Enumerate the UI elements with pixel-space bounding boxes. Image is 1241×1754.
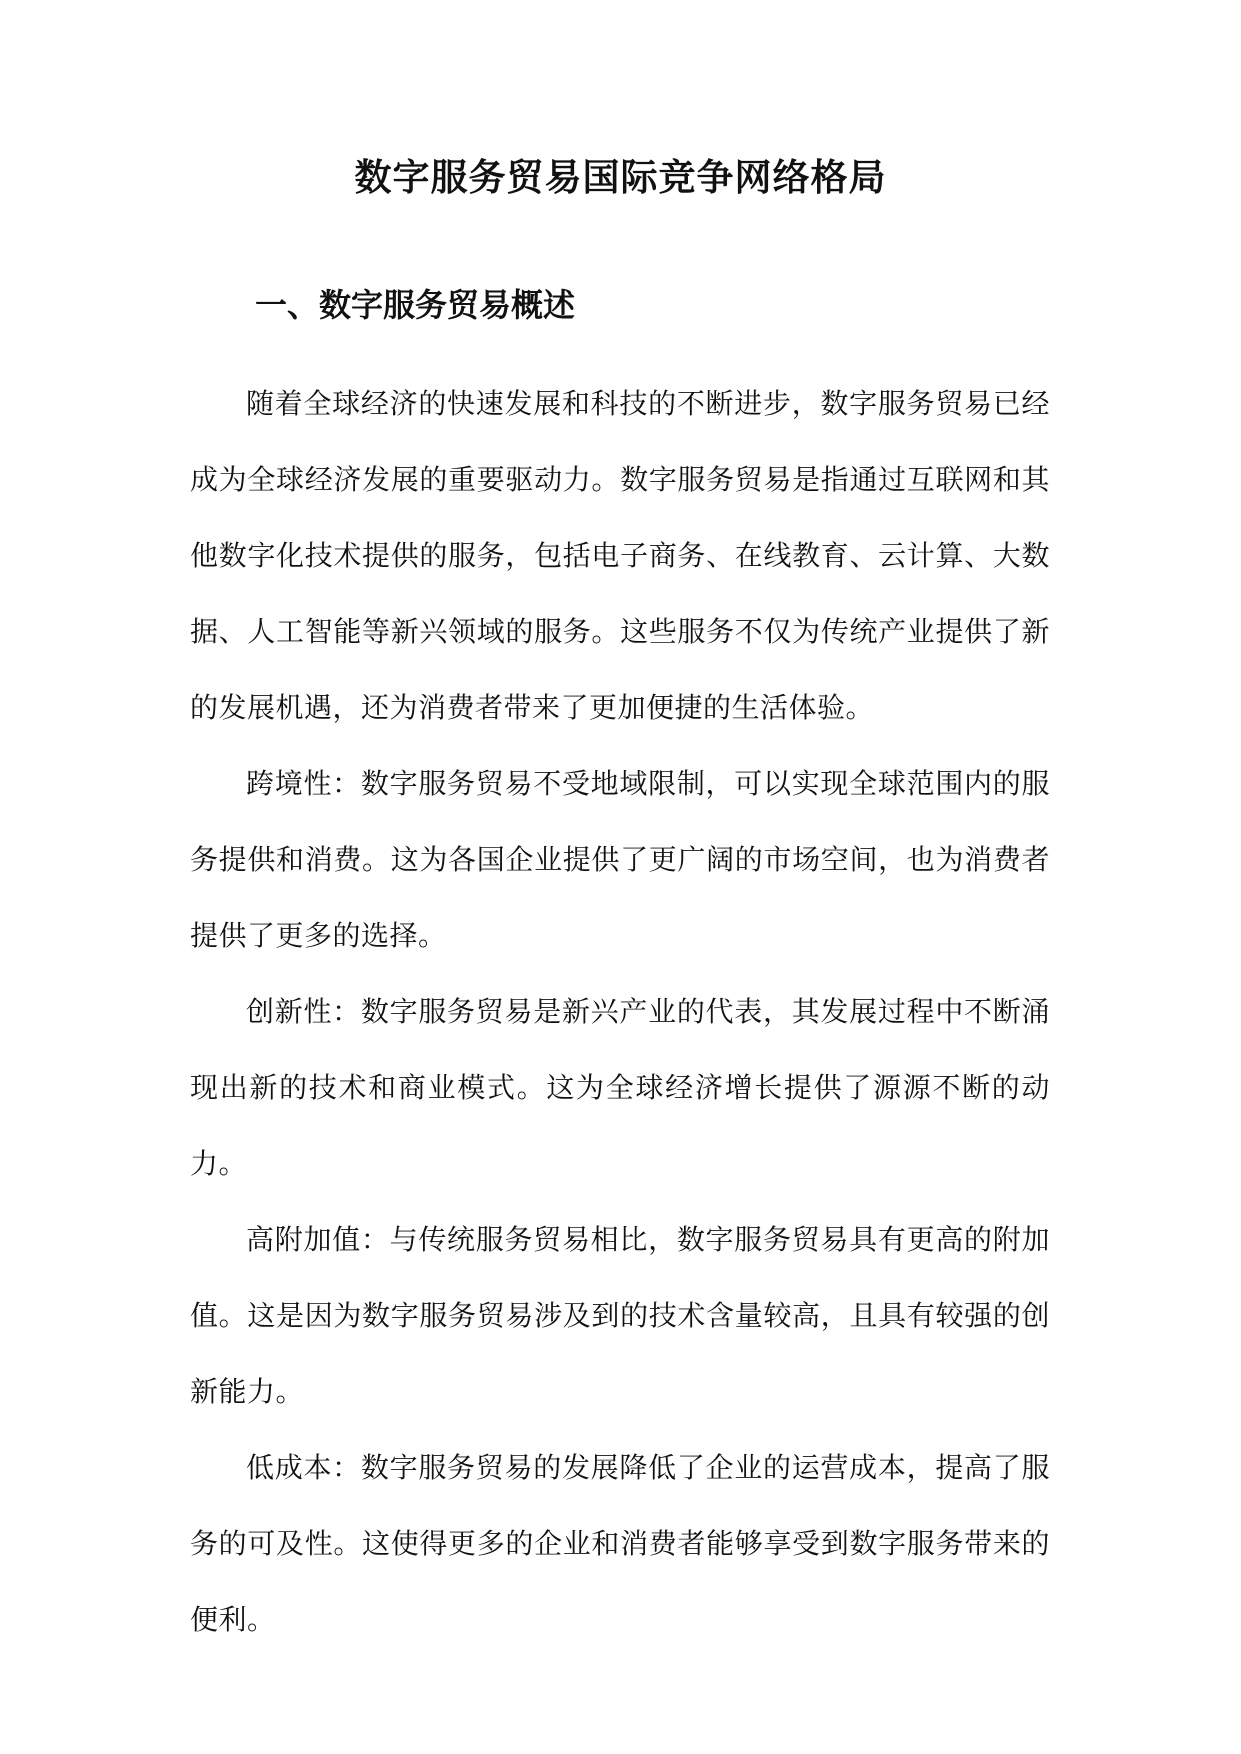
paragraph-high-value-added: 高附加值：与传统服务贸易相比，数字服务贸易具有更高的附加值。这是因为数字服务贸易涉及到的技术含量较高，且具有较强的创新能力。 [190,1223,1050,1408]
section-heading: 一、数字服务贸易概述 [255,286,576,324]
body-text [190,366,1050,1658]
paragraph-cross-border: 跨境性：数字服务贸易不受地域限制，可以实现全球范围内的服务提供和消费。这为各国企业提供了更广阔的市场空间，也为消费者提供了更多的选择。 [190,767,1050,952]
paragraph-low-cost: 低成本：数字服务贸易的发展降低了企业的运营成本，提高了服务的可及性。这使得更多的企业和消费者能够享受到数字服务带来的便利。 [190,1451,1050,1636]
paragraph-overview: 随着全球经济的快速发展和科技的不断进步，数字服务贸易已经成为全球经济发展的重要驱动力。数字服务贸易是指通过互联网和其他数字化技术提供的服务，包括电子商务、在线教育、云计算、大数据、人工智能等新兴领域的服务。这些服务不仅为传统产业提供了新的发展机遇，还为消费者带来了更加便捷的生活体验。 [190,387,1050,724]
paragraph-innovation: 创新性：数字服务贸易是新兴产业的代表，其发展过程中不断涌现出新的技术和商业模式。这为全球经济增长提供了源源不断的动力。 [190,995,1050,1180]
document-title: 数字服务贸易国际竞争网络格局 [354,156,887,199]
